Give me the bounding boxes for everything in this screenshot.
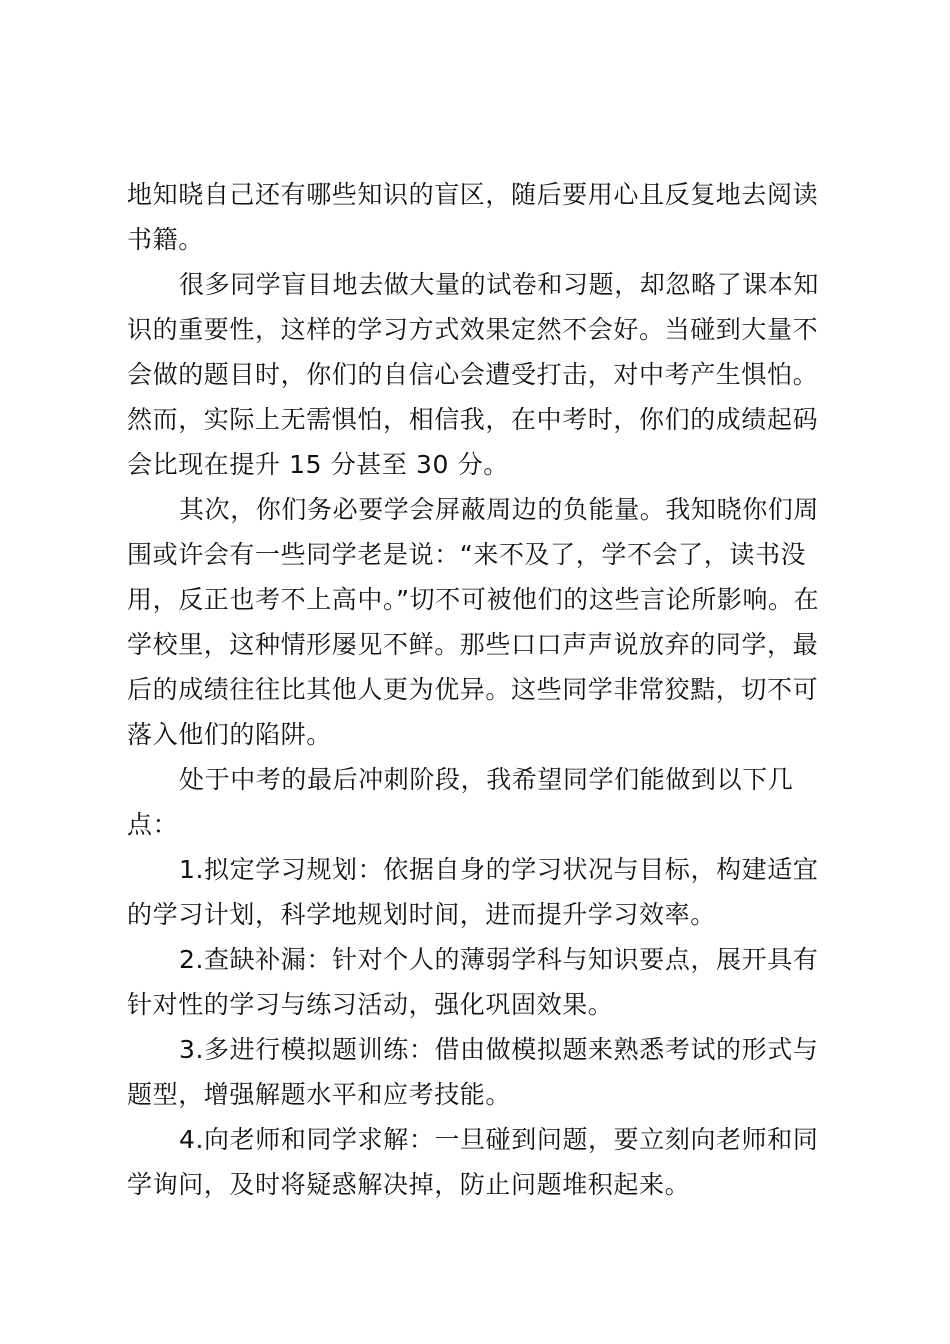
list-item-fill-gaps: 2.查缺补漏：针对个人的薄弱学科与知识要点，展开具有针对性的学习与练习活动，强化巩固效果。 xyxy=(127,945,819,1019)
paragraph-continuation: 地知晓自己还有哪些知识的盲区，随后要用心且反复地去阅读书籍。 xyxy=(127,180,819,254)
list-item-study-plan: 1.拟定学习规划：依据自身的学习状况与目标，构建适宜的学习计划，科学地规划时间，进而提升学习效率。 xyxy=(127,855,819,929)
paragraph-negative-energy: 其次，你们务必要学会屏蔽周边的负能量。我知晓你们周围或许会有一些同学老是说：“来不及了，学不会了，读书没用，反正也考不上高中。”切不可被他们的这些言论所影响。在学校里，这种情形屡见不鲜。那些口口声声说放弃的同学，最后的成绩往往比其他人更为优异。这些同学非常狡黠，切不可落入他们的陷阱。 xyxy=(127,495,820,749)
paragraph-textbook-importance: 很多同学盲目地去做大量的试卷和习题，却忽略了课本知识的重要性，这样的学习方式效果定然不会好。当碰到大量不会做的题目时，你们的自信心会遭受打击，对中考产生惧怕。然而，实际上无需惧怕，相信我，在中考时，你们的成绩起码会比现在提升 15 分甚至 30 分。 xyxy=(127,270,820,479)
list-item-ask-for-help: 4.向老师和同学求解：一旦碰到问题，要立刻向老师和同学询问，及时将疑惑解决掉，防止问题堆积起来。 xyxy=(127,1125,819,1199)
paragraph-final-sprint-intro: 处于中考的最后冲刺阶段，我希望同学们能做到以下几点： xyxy=(127,765,794,839)
list-item-mock-exams: 3.多进行模拟题训练：借由做模拟题来熟悉考试的形式与题型，增强解题水平和应考技能。 xyxy=(127,1035,819,1109)
document-body xyxy=(127,172,839,1207)
